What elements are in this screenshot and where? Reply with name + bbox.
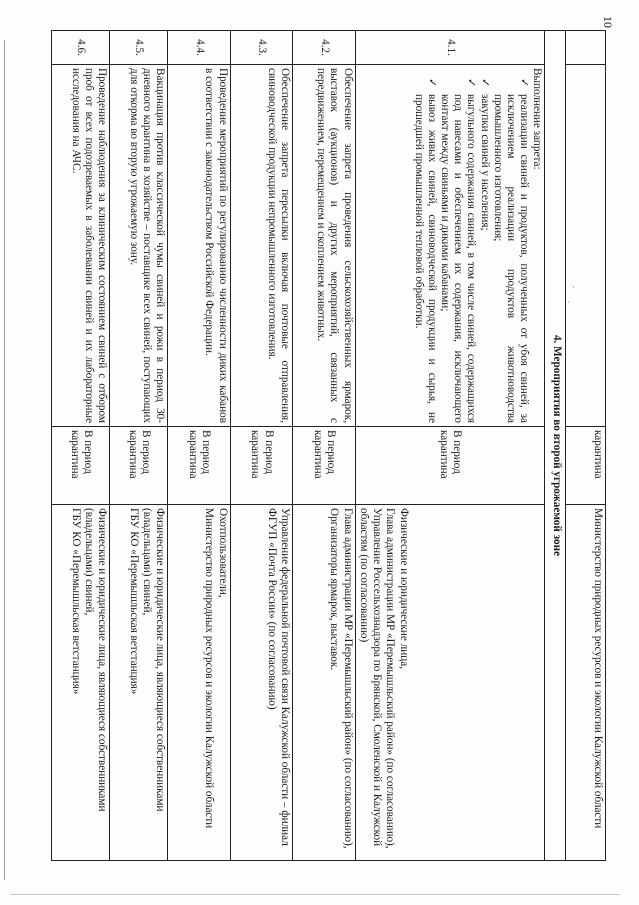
row-measure: Обеспечение запрета проведения сельскохозяйственных ярмарок, выставок (аукционов) и других мероприятий, связанных с передвижением, перемещением и скоплением животных. (293, 65, 356, 427)
section-header-row (545, 31, 565, 861)
scan-speck: ˙ (567, 300, 570, 309)
row-number: 4.3. (230, 31, 293, 65)
row-responsible (355, 505, 545, 861)
row-number: 4.2. (293, 31, 356, 65)
responsible-line: ГБУ КО «Перемышльская ветстанция» (69, 508, 82, 695)
row-number: 4.4. (168, 31, 231, 65)
section-title: 4. Мероприятия во второй угрожаемой зоне (545, 31, 565, 861)
row-number: 4.5. (110, 31, 168, 65)
row-term: В период карантина (168, 427, 231, 505)
cell-number (565, 31, 605, 65)
row-responsible (230, 505, 293, 861)
responsible-line: Управление Россельхознадзора по Брянской, Смоленской и Калужской областям (по согласованию) (357, 508, 384, 847)
table-row (52, 31, 110, 861)
responsible-line: Управление федеральной почтовой связи Калужской области – филиал ФГУП «Почта России» (по согласованию) (265, 508, 292, 846)
page-number: 10 (601, 16, 615, 28)
table-row (230, 31, 293, 861)
row-responsible (110, 505, 168, 861)
row-term: В период карантина (293, 427, 356, 505)
cell-term: карантина (565, 427, 605, 505)
table-row-continuation (565, 31, 605, 861)
responsible-line: Глава администрации МР «Перемышльский район» (по согласованию), (384, 508, 397, 849)
row-number: 4.6. (52, 31, 110, 65)
row-measure: Проведение наблюдения за клиническим состоянием свиней с отбором проб от всех подозреваемых в заболевании свиней и их лабораторные исследования на АЧС. (52, 65, 110, 427)
table-row (355, 31, 545, 861)
row-responsible (52, 505, 110, 861)
prohibition-list (411, 68, 530, 423)
check-item: ✓ вывоз живых свиней, свиноводческой продукции и сырья, не прошедшей промышленной тепловой обработки. (411, 82, 437, 423)
rotated-table-sheet (51, 30, 606, 860)
cell-measure (565, 65, 605, 427)
scan-edge-line (4, 40, 5, 880)
row-number: 4.1. (355, 31, 545, 65)
row-measure: Обеспечение запрета пересылки включая почтовые отправления, свиноводческой продукции непромышленного изготовления. (230, 65, 293, 427)
scan-speck: · (572, 283, 575, 292)
row-term: В период карантина (355, 427, 545, 505)
scan-edge-line-bottom (10, 894, 620, 895)
measures-table (51, 30, 606, 861)
row-measure (355, 65, 545, 427)
table-row (110, 31, 168, 861)
row-measure: Проведение мероприятий по регулированию численности диких кабанов в соответствии с законодательством Российской Федерации. (168, 65, 231, 427)
row-measure: Вакцинация против классической чумы свиней и рожи в период 30-дневного карантина в хозяйстве – поставщике всех свиней, поступающих для откорма во вторую угрожаемую зону. (110, 65, 168, 427)
check-item: ✓ выгульного содержания свиней, в том числе свиней, содержащихся под навесами и обеспечением их содержания, исключающего контакт между свиньями и дикими кабанами; (438, 82, 478, 423)
row-term: В период карантина (110, 427, 168, 505)
responsible-line: Физические и юридические лица, (397, 508, 410, 669)
responsible-line: Организаторы ярмарок, выставок. (328, 508, 341, 671)
table-row (293, 31, 356, 861)
row-responsible (293, 505, 356, 861)
responsible-line: Министерство природных ресурсов и экологии Калужской области (203, 508, 216, 829)
responsible-line: Глава администрации МР «Перемышльский район» (по согласованию), (341, 508, 354, 849)
row-term: В период карантина (52, 427, 110, 505)
cell-responsible: Министерство природных ресурсов и экологии Калужской области (565, 505, 605, 861)
check-item: ✓ закупки свиней у населения; (477, 82, 490, 423)
check-item: ✓ реализации свиней и продуктов, полученных от убоя свиней, за исключением реализации продуктов животноводства промышленного изготовления; (491, 82, 531, 423)
table-row (168, 31, 231, 861)
row-responsible (168, 505, 231, 861)
responsible-line: Физические и юридические лица, являющиеся собственниками (владельцами) свиней, (82, 508, 109, 812)
row-term: В период карантина (230, 427, 293, 505)
measure-intro: Выполнение запрета: (531, 68, 544, 170)
responsible-line: Охотпользователи, (216, 508, 229, 598)
responsible-line: Физические и юридические лица, являющиеся собственниками (владельцами) свиней, (140, 508, 167, 812)
responsible-line: ГБУ КО «Перемышльская ветстанция» (127, 508, 140, 695)
